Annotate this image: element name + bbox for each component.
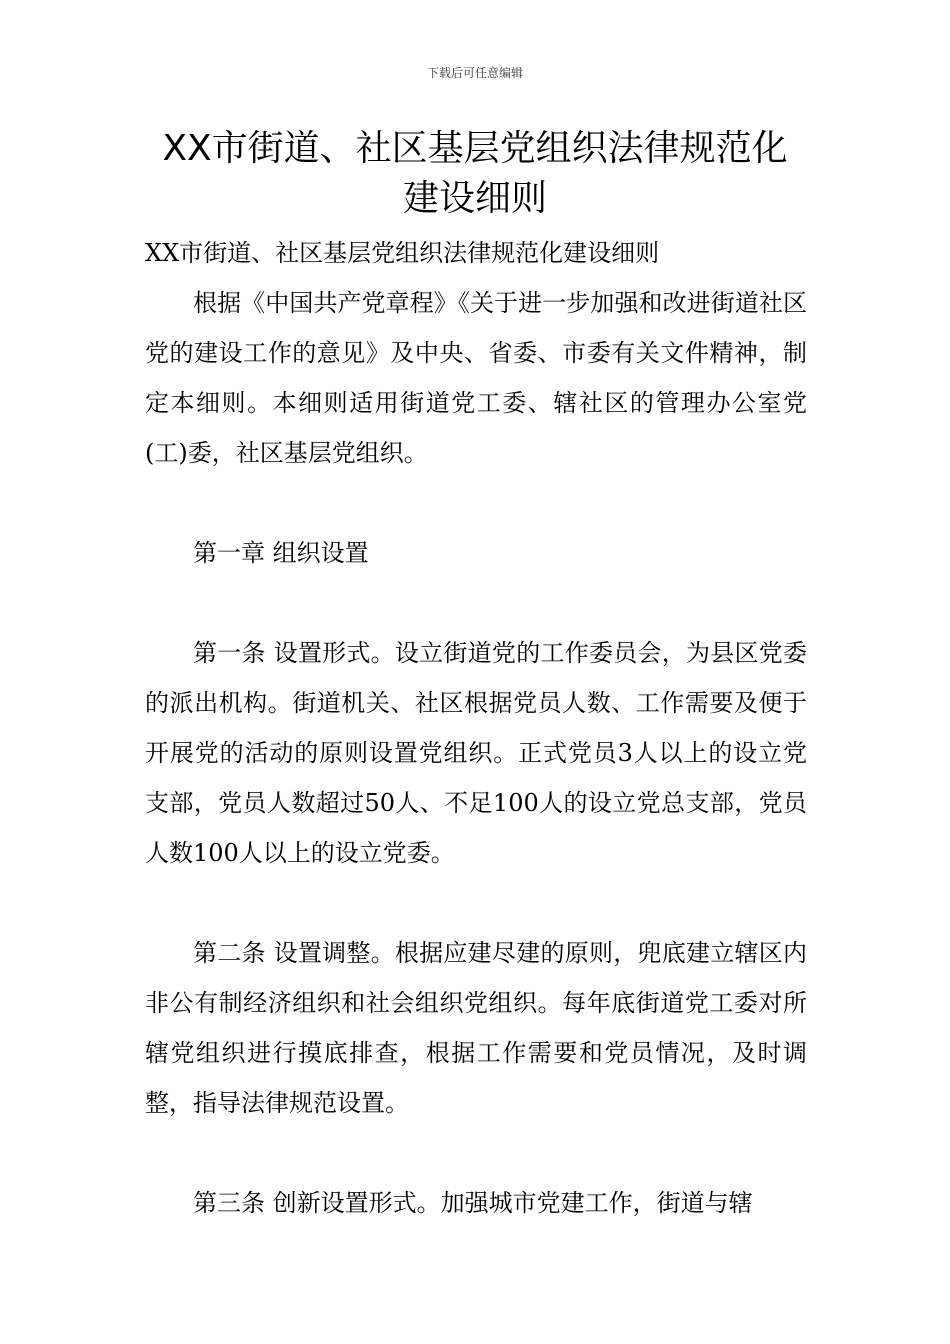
article-3-paragraph: 第三条 创新设置形式。加强城市党建工作，街道与辖 xyxy=(193,1189,753,1217)
paragraph-spacer xyxy=(145,578,807,628)
header-note: 下载后可任意编辑 xyxy=(426,66,523,80)
document-body xyxy=(145,228,807,1228)
article-1-paragraph: 第一条 设置形式。设立街道党的工作委员会，为县区党委的派出机构。街道机关、社区根据党员人数、工作需要及便于开展党的活动的原则设置党组织。正式党员3人以上的设立党支部，党员人数超过50人、不足100人的设立党总支部，党员人数100人以上的设立党委。 xyxy=(145,639,807,867)
article-2-paragraph: 第二条 设置调整。根据应建尽建的原则，兜底建立辖区内非公有制经济组织和社会组织党组织。每年底街道党工委对所辖党组织进行摸底排查，根据工作需要和党员情况，及时调整，指导法律规范设置。 xyxy=(145,939,807,1117)
paragraph-spacer xyxy=(145,478,807,528)
document-subtitle: XX市街道、社区基层党组织法律规范化建设细则 xyxy=(145,239,660,267)
document-title: XX市街道、社区基层党组织法律规范化建设细则 xyxy=(162,128,788,219)
intro-paragraph: 根据《中国共产党章程》《关于进一步加强和改进街道社区党的建设工作的意见》及中央、省委、市委有关文件精神，制定本细则。本细则适用街道党工委、辖社区的管理办公室党(工)委，社区基层党组织。 xyxy=(145,289,807,467)
paragraph-spacer xyxy=(145,878,807,928)
paragraph-spacer xyxy=(145,1128,807,1178)
chapter-heading: 第一章 组织设置 xyxy=(193,539,369,567)
